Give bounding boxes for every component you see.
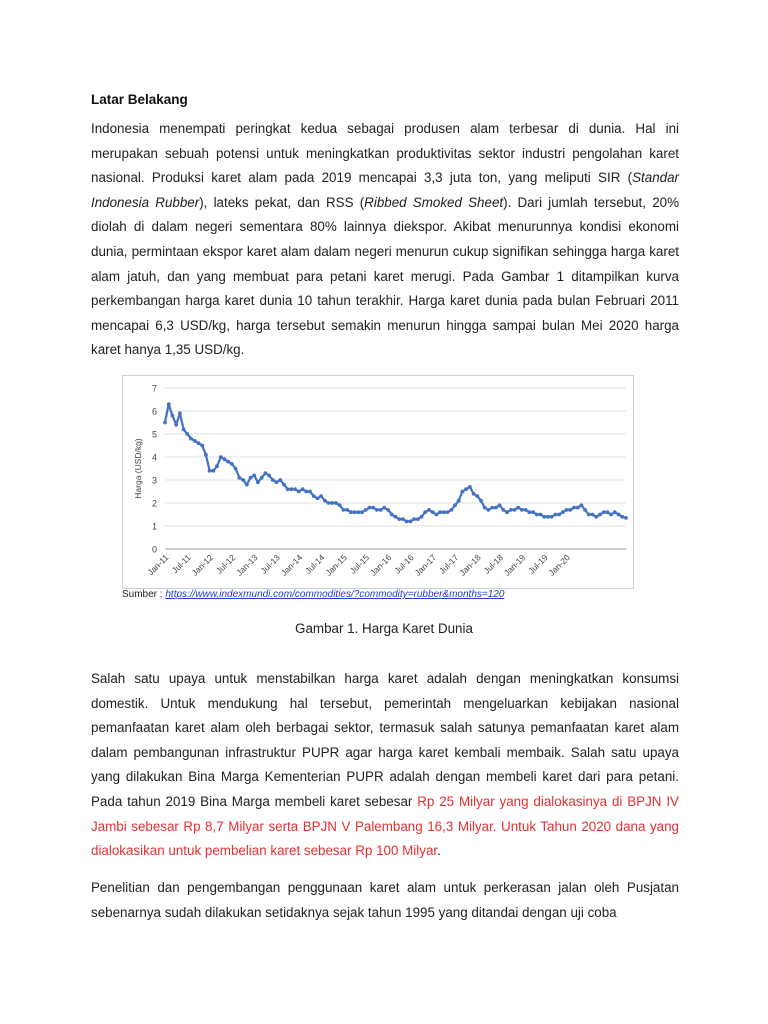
x-tick-label: Jul-12 xyxy=(213,552,238,576)
data-point xyxy=(505,510,509,514)
data-point xyxy=(431,510,435,514)
x-tick-label: Jul-13 xyxy=(258,552,282,576)
data-point xyxy=(364,508,368,512)
data-point xyxy=(204,453,208,457)
data-point xyxy=(386,508,390,512)
data-point xyxy=(189,437,193,441)
data-point xyxy=(442,510,446,514)
data-point xyxy=(420,515,424,519)
data-point xyxy=(446,510,450,514)
y-axis-label: Harga (USD/kg) xyxy=(133,438,143,499)
data-point xyxy=(323,499,327,503)
data-point xyxy=(468,485,472,489)
data-point xyxy=(483,506,487,510)
data-point xyxy=(278,478,282,482)
x-tick-label: Jan-14 xyxy=(278,552,305,578)
x-tick-label: Jan-12 xyxy=(189,552,216,578)
data-point xyxy=(427,508,431,512)
data-point xyxy=(416,517,420,521)
data-point xyxy=(461,490,465,494)
x-tick-label: Jan-20 xyxy=(546,552,572,578)
y-tick-label: 2 xyxy=(151,498,157,509)
data-point xyxy=(297,490,301,494)
data-point xyxy=(249,476,253,480)
data-point xyxy=(464,487,468,491)
data-point xyxy=(215,464,219,468)
data-point xyxy=(435,513,439,517)
chart-svg xyxy=(123,376,633,588)
x-tick-label: Jan-17 xyxy=(412,552,439,578)
data-point xyxy=(394,515,398,519)
data-point xyxy=(583,508,587,512)
data-point xyxy=(338,503,342,507)
data-point xyxy=(587,513,591,517)
x-tick-label: Jan-16 xyxy=(368,552,394,578)
paragraph-background xyxy=(91,117,679,363)
data-point xyxy=(542,515,546,519)
section-heading: Latar Belakang xyxy=(91,92,188,107)
figure-source xyxy=(122,589,504,600)
data-point xyxy=(479,499,483,503)
data-point xyxy=(531,510,535,514)
data-point xyxy=(290,487,294,491)
data-point xyxy=(494,506,498,510)
data-point xyxy=(572,506,576,510)
data-point xyxy=(316,497,320,501)
paragraph-research: Penelitian dan pengembangan penggunaan karet alam untuk perkerasan jalan oleh Pusjatan sebenarnya sudah dilakukan setidaknya sejak tahun 1995 yang ditandai dengan uji coba xyxy=(91,880,679,920)
para1-text-3: ). Dari jumlah tersebut, 20% diolah di dalam negeri sementara 80% lainnya diekspor. Akibat menurunnya kondisi ekonomi dunia, permintaan ekspor karet alam dalam negeri menurun cukup signifikan sehingga harga karet alam jatuh, dan yang membuat para petani karet merugi. Pada Gambar 1 ditampilkan kurva perkembangan harga karet dunia 10 tahun terakhir. Harga karet dunia pada bulan Februari 2011 mencapai 6,3 USD/kg, harga tersebut semakin menurun hingga sampai bulan Mei 2020 harga karet hanya 1,35 USD/kg. xyxy=(91,194,680,358)
data-point xyxy=(219,455,223,459)
data-point xyxy=(171,414,175,418)
x-tick-label: Jul-17 xyxy=(436,552,461,576)
y-tick-label: 7 xyxy=(151,383,157,394)
data-point xyxy=(594,515,598,519)
data-point xyxy=(602,510,606,514)
x-tick-label: Jul-19 xyxy=(526,552,550,576)
paragraph-domestic-consumption xyxy=(91,667,679,864)
data-point xyxy=(234,467,238,471)
series-line-rubber-price xyxy=(165,404,626,521)
data-point xyxy=(453,503,457,507)
data-point xyxy=(327,501,331,505)
data-point xyxy=(516,506,520,510)
data-point xyxy=(319,494,323,498)
x-tick-label: Jan-18 xyxy=(457,552,483,578)
data-point xyxy=(490,506,494,510)
para2-text-2: . xyxy=(437,843,441,859)
x-tick-label: Jan-11 xyxy=(145,552,171,578)
x-tick-label: Jul-18 xyxy=(481,552,506,576)
data-point xyxy=(223,457,227,461)
source-label: Sumber : xyxy=(122,589,166,600)
data-point xyxy=(472,492,476,496)
data-point xyxy=(617,513,621,517)
x-tick-label: Jul-16 xyxy=(392,552,416,576)
data-point xyxy=(409,520,413,524)
data-point xyxy=(524,508,528,512)
data-point xyxy=(197,441,201,445)
data-point xyxy=(546,515,550,519)
data-point xyxy=(527,510,531,514)
data-point xyxy=(185,432,189,436)
data-point xyxy=(271,478,275,482)
x-tick-label: Jan-19 xyxy=(501,552,528,578)
data-point xyxy=(293,487,297,491)
data-point xyxy=(475,494,479,498)
data-point xyxy=(520,508,524,512)
para1-term-sir: Standar Indonesia Rubber xyxy=(91,170,679,210)
data-point xyxy=(382,506,386,510)
data-point xyxy=(264,471,268,475)
data-point xyxy=(345,508,349,512)
data-point xyxy=(620,515,624,519)
data-point xyxy=(557,513,561,517)
data-point xyxy=(308,490,312,494)
data-point xyxy=(360,510,364,514)
data-point xyxy=(252,474,256,478)
data-point xyxy=(487,508,491,512)
data-point xyxy=(498,503,502,507)
data-point xyxy=(238,476,242,480)
source-link[interactable]: https://www.indexmundi.com/commodities/?commodity=rubber&months=120 xyxy=(165,589,505,600)
data-point xyxy=(457,499,461,503)
data-point xyxy=(397,517,401,521)
data-point xyxy=(256,480,260,484)
data-point xyxy=(412,517,416,521)
data-point xyxy=(193,439,197,443)
data-point xyxy=(561,510,565,514)
para1-text-1: Indonesia menempati peringkat kedua sebagai produsen alam terbesar di dunia. Hal ini merupakan sebuah potensi untuk meningkatkan produktivitas sektor industri pengolahan karet nasional. Produksi karet alam pada 2019 mencapai 3,3 juta ton, yang meliputi SIR ( xyxy=(91,121,679,186)
y-tick-label: 4 xyxy=(151,452,157,463)
data-point xyxy=(211,469,215,473)
x-tick-label: Jan-15 xyxy=(323,552,349,578)
data-point xyxy=(286,487,290,491)
data-point xyxy=(539,513,543,517)
data-point xyxy=(423,510,427,514)
data-point xyxy=(275,480,279,484)
data-point xyxy=(353,510,357,514)
data-point xyxy=(167,402,171,406)
y-tick-label: 0 xyxy=(151,544,157,555)
data-point xyxy=(554,513,558,517)
data-point xyxy=(535,513,539,517)
para2-highlight: Rp 25 Milyar yang dialokasinya di BPJN IV Jambi sebesar Rp 8,7 Milyar serta BPJN V Palembang 16,3 Milyar. Untuk Tahun 2020 dana yang dialokasikan untuk pembelian karet sebesar Rp 100 Milyar xyxy=(91,793,679,859)
data-point xyxy=(342,508,346,512)
data-point xyxy=(624,516,628,520)
figure-caption: Gambar 1. Harga Karet Dunia xyxy=(295,621,473,636)
data-point xyxy=(613,510,617,514)
x-tick-label: Jul-14 xyxy=(303,552,327,576)
data-point xyxy=(349,510,353,514)
data-point xyxy=(371,506,375,510)
data-point xyxy=(267,474,271,478)
data-point xyxy=(401,517,405,521)
para2-text-1: Salah satu upaya untuk menstabilkan harga karet adalah dengan meningkatkan konsumsi domestik. Untuk mendukung hal tersebut, pemerintah mengeluarkan kebijakan nasional pemanfaatan karet alam oleh berbagai sektor, termasuk salah satunya pemanfaatan karet alam dalam pembangunan infrastruktur PUPR agar harga karet kembali membaik. Salah satu upaya yang dilakukan Bina Marga Kementerian PUPR adalah dengan membeli karet dari para petani. Pada tahun 2019 Bina Marga membeli karet sebesar xyxy=(91,671,679,809)
data-point xyxy=(241,478,245,482)
data-point xyxy=(163,421,167,425)
data-point xyxy=(226,460,230,464)
data-point xyxy=(568,508,572,512)
data-point xyxy=(449,508,453,512)
data-point xyxy=(330,501,334,505)
data-point xyxy=(334,501,338,505)
data-point xyxy=(550,515,554,519)
data-point xyxy=(513,508,517,512)
data-point xyxy=(580,503,584,507)
data-point xyxy=(598,513,602,517)
data-point xyxy=(390,513,394,517)
data-point xyxy=(576,506,580,510)
data-point xyxy=(200,444,204,448)
y-tick-label: 3 xyxy=(151,475,157,486)
y-tick-label: 1 xyxy=(151,521,157,532)
data-point xyxy=(260,476,264,480)
data-point xyxy=(379,508,383,512)
para1-text-2: ), lateks pekat, dan RSS ( xyxy=(199,194,365,210)
data-point xyxy=(606,510,610,514)
data-point xyxy=(304,490,308,494)
data-point xyxy=(208,469,212,473)
data-point xyxy=(501,508,505,512)
data-point xyxy=(591,513,595,517)
data-point xyxy=(356,510,360,514)
para1-term-rss: Ribbed Smoked Sheet xyxy=(364,194,504,210)
data-point xyxy=(312,494,316,498)
data-point xyxy=(375,508,379,512)
y-tick-label: 6 xyxy=(151,406,157,417)
data-point xyxy=(509,508,513,512)
data-point xyxy=(368,506,372,510)
x-tick-label: Jul-15 xyxy=(347,552,372,576)
x-tick-label: Jan-13 xyxy=(234,552,260,578)
data-point xyxy=(301,487,305,491)
x-tick-label: Jul-11 xyxy=(169,552,193,576)
data-point xyxy=(282,483,286,487)
data-point xyxy=(245,483,249,487)
data-point xyxy=(174,423,178,427)
data-point xyxy=(609,513,613,517)
data-point xyxy=(405,520,409,524)
rubber-price-chart xyxy=(122,375,634,589)
data-point xyxy=(438,510,442,514)
data-point xyxy=(565,508,569,512)
data-point xyxy=(230,462,234,466)
data-point xyxy=(182,428,186,432)
y-tick-label: 5 xyxy=(151,429,157,440)
data-point xyxy=(178,411,182,415)
